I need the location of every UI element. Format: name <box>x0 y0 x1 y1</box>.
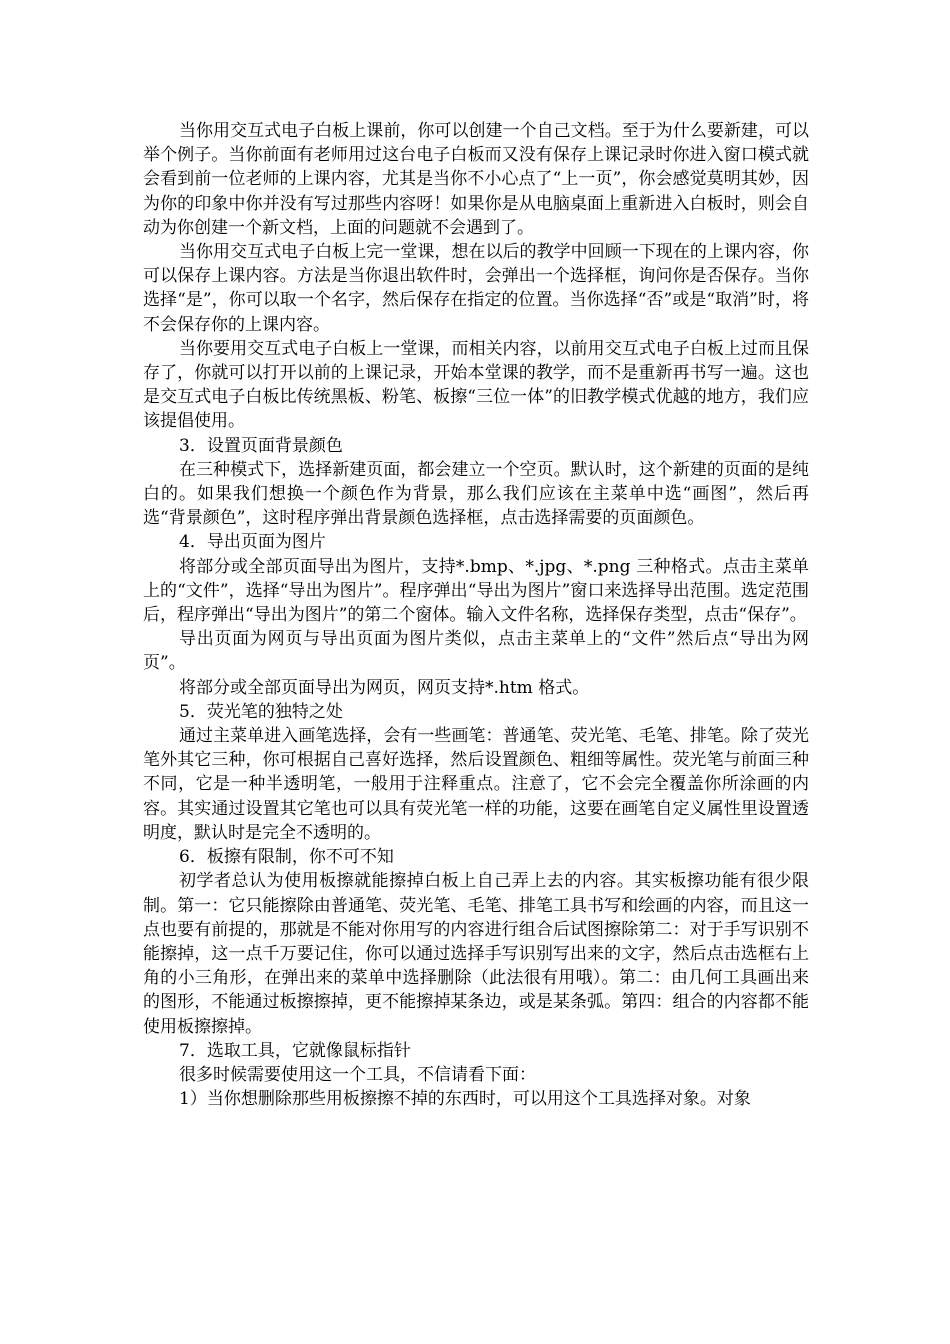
paragraph-select-tool-item-1: 1）当你想删除那些用板擦擦不掉的东西时，可以用这个工具选择对象。对象 <box>179 1089 751 1110</box>
paragraph-open-record: 当你要用交互式电子白板上一堂课，而相关内容，以前用交互式电子白板上过而且保存了，你就可以打开以前的上课记录，开始本堂课的教学，而不是重新再书写一遍。这也是交互式电子白板比传统黑板、粉笔、板擦“三位一体”的旧教学模式优越的地方，我们应该提倡使用。 <box>143 338 809 432</box>
paragraph-eraser-limits: 初学者总认为使用板擦就能擦掉白板上自己弄上去的内容。其实板擦功能有很少限制。第一：它只能擦除由普通笔、荧光笔、毛笔、排笔工具书写和绘画的内容，而且这一点也要有前提的，那就是不能对你用写的内容进行组合后试图擦除第二：对于手写识别不能擦掉，这一点千万要记住，你可以通过选择手写识别写出来的文字，然后点击选框右上角的小三角形，在弹出来的菜单中选择删除（此法很有用哦）。第二：由几何工具画出来的图形，不能通过板擦擦掉，更不能擦掉某条边，或是某条弧。第四：组合的内容都不能使用板擦擦掉。 <box>143 871 809 1037</box>
paragraph-select-tool-intro: 很多时候需要使用这一个工具，不信请看下面： <box>179 1064 536 1085</box>
section-heading-select-tool: 7．选取工具，它就像鼠标指针 <box>179 1040 411 1061</box>
paragraph-export-webpage: 导出页面为网页与导出页面为图片类似，点击主菜单上的“文件”然后点“导出为网页”。 <box>143 629 809 674</box>
paragraph-export-image: 将部分或全部页面导出为图片，支持*.bmp、*.jpg、*.png 三种格式。点击主菜单上的“文件”，选择“导出为图片”。程序弹出“导出为图片”窗口来选择导出范围。选定范围后，程序弹出“导出为图片”的第二个窗体。输入文件名称，选择保存类型，点击“保存”。 <box>143 556 809 626</box>
paragraph-export-webpage-format: 将部分或全部页面导出为网页，网页支持*.htm 格式。 <box>179 677 590 698</box>
paragraph-highlighter: 通过主菜单进入画笔选择，会有一些画笔：普通笔、荧光笔、毛笔、排笔。除了荧光笔外其它三种，你可根据自己喜好选择，然后设置颜色、粗细等属性。荧光笔与前面三种不同，它是一种半透明笔，一般用于注释重点。注意了，它不会完全覆盖你所涂画的内容。其实通过设置其它笔也可以具有荧光笔一样的功能，这要在画笔自定义属性里设置透明度，默认时是完全不透明的。 <box>143 726 809 843</box>
paragraph-background-color: 在三种模式下，选择新建页面，都会建立一个空页。默认时，这个新建的页面的是纯白的。如果我们想换一个颜色作为背景，那么我们应该在主菜单中选“画图”，然后再选“背景颜色”，这时程序弹出背景颜色选择框，点击选择需要的页面颜色。 <box>143 459 809 529</box>
document-body <box>143 119 809 1111</box>
paragraph-create-document: 当你用交互式电子白板上课前，你可以创建一个自己文档。至于为什么要新建，可以举个例子。当你前面有老师用过这台电子白板而又没有保存上课记录时你进入窗口模式就会看到前一位老师的上课内容，尤其是当你不小心点了“上一页”，你会感觉莫明其妙，因为你的印象中你并没有写过那些内容呀！如果你是从电脑桌面上重新进入白板时，则会自动为你创建一个新文档，上面的问题就不会遇到了。 <box>143 121 809 238</box>
section-heading-export-image: 4．导出页面为图片 <box>179 532 326 553</box>
section-heading-eraser-limits: 6．板擦有限制，你不可不知 <box>179 847 394 868</box>
section-heading-highlighter: 5．荧光笔的独特之处 <box>179 701 343 722</box>
paragraph-save-lesson: 当你用交互式电子白板上完一堂课，想在以后的教学中回顾一下现在的上课内容，你可以保存上课内容。方法是当你退出软件时，会弹出一个选择框，询问你是否保存。当你选择“是”，你可以取一个名字，然后保存在指定的位置。当你选择“否”或是“取消”时，将不会保存你的上课内容。 <box>143 242 809 335</box>
section-heading-background-color: 3．设置页面背景颜色 <box>179 435 343 456</box>
